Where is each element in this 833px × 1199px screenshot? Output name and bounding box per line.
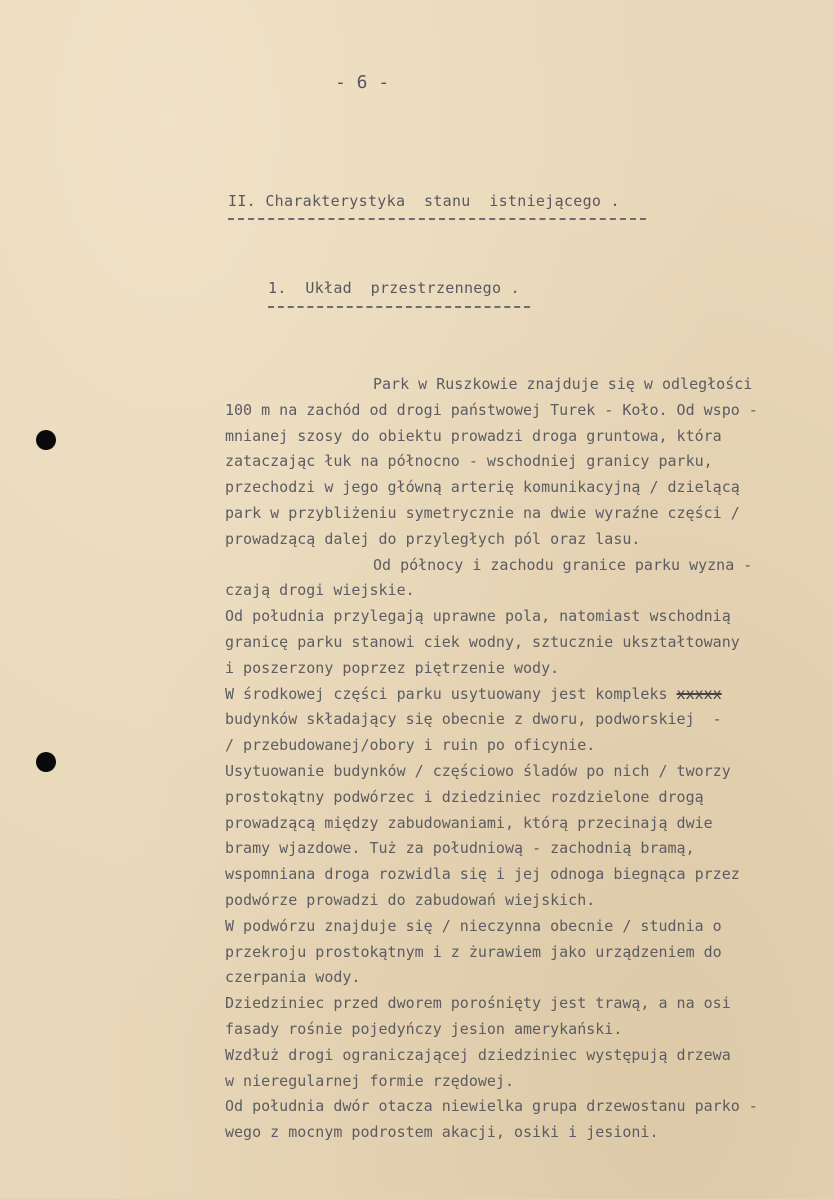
heading-underline	[228, 218, 646, 220]
punch-hole-top	[36, 430, 56, 450]
text-line-content: prostokątny podwórzec i dziedziniec rozdzielone drogą	[225, 787, 704, 806]
text-line	[225, 656, 815, 682]
text-line	[225, 991, 815, 1017]
text-line	[225, 733, 815, 759]
body-text	[225, 372, 815, 1146]
text-line-content: wspomniana droga rozwidla się i jej odnoga biegnąca przez	[225, 865, 740, 884]
text-line	[225, 682, 815, 708]
text-line	[225, 398, 815, 424]
text-line-content: prowadzącą dalej do przyległych pól oraz lasu.	[225, 529, 641, 548]
text-line	[225, 707, 815, 733]
subheading-underline	[268, 306, 530, 308]
text-line	[225, 424, 815, 450]
text-line-content: bramy wjazdowe. Tuż za południową - zachodnią bramą,	[225, 839, 695, 858]
text-line	[225, 1017, 815, 1043]
text-line	[225, 836, 815, 862]
text-line	[225, 630, 815, 656]
text-line-content: W środkowej części parku usytuowany jest kompleks	[225, 684, 677, 703]
text-line	[225, 785, 815, 811]
text-line	[225, 372, 815, 398]
text-line	[225, 811, 815, 837]
text-line	[225, 759, 815, 785]
text-line	[225, 1043, 815, 1069]
text-line	[225, 501, 815, 527]
text-line	[225, 888, 815, 914]
text-line	[225, 965, 815, 991]
subsection-heading: 1. Układ przestrzennego .	[268, 279, 520, 297]
text-line	[225, 604, 815, 630]
text-line-content: Wzdłuż drogi ograniczającej dziedziniec występują drzewa	[225, 1045, 731, 1064]
text-line-content: przekroju prostokątnym i z żurawiem jako urządzeniem do	[225, 942, 722, 961]
text-line-content: / przebudowanej/obory i ruin po oficynie.	[225, 736, 596, 755]
text-line-content: zataczając łuk na północno - wschodniej granicy parku,	[225, 452, 713, 471]
text-line-content: w nieregularnej formie rzędowej.	[225, 1071, 514, 1090]
text-line	[225, 578, 815, 604]
text-line	[225, 1069, 815, 1095]
text-line-content: fasady rośnie pojedyńczy jesion amerykański.	[225, 1019, 623, 1038]
text-line-content: Park w Ruszkowie znajduje się w odległości	[373, 375, 753, 393]
struck-out-word: xxxxx	[676, 684, 722, 703]
text-line-content: i poszerzony poprzez piętrzenie wody.	[225, 658, 560, 677]
text-line	[225, 862, 815, 888]
text-line	[225, 1094, 815, 1120]
text-line-content: Od południa przylegają uprawne pola, natomiast wschodnią	[225, 607, 731, 626]
text-line-content: wego z mocnym podrostem akacji, osiki i jesioni.	[225, 1123, 659, 1142]
text-line	[225, 449, 815, 475]
text-line-content: czerpania wody.	[225, 968, 361, 987]
text-line	[225, 527, 815, 553]
text-line-content: czają drogi wiejskie.	[225, 581, 415, 600]
text-line-content: W podwórzu znajduje się / nieczynna obecnie / studnia o	[225, 916, 722, 935]
text-line	[225, 553, 815, 579]
punch-hole-bottom	[36, 752, 56, 772]
text-line-content: Dziedziniec przed dworem porośnięty jest trawą, a na osi	[225, 994, 731, 1013]
text-line	[225, 940, 815, 966]
text-line-content: prowadzącą między zabudowaniami, którą przecinają dwie	[225, 813, 713, 832]
text-line-content: podwórze prowadzi do zabudowań wiejskich.	[225, 890, 596, 909]
text-line-content: mnianej szosy do obiektu prowadzi droga gruntowa, która	[225, 426, 722, 445]
text-line	[225, 475, 815, 501]
text-line	[225, 914, 815, 940]
text-line-content: park w przybliżeniu symetrycznie na dwie wyraźne części /	[225, 503, 740, 522]
section-heading: II. Charakterystyka stanu istniejącego .	[228, 192, 620, 210]
text-line-content: Od południa dwór otacza niewielka grupa drzewostanu parko -	[225, 1097, 758, 1116]
text-line-content: Od północy i zachodu granice parku wyzna -	[373, 555, 753, 574]
page-number: - 6 -	[335, 72, 390, 93]
text-line-content: przechodzi w jego główną arterię komunikacyjną / dzielącą	[225, 478, 740, 497]
text-line-content: budynków składający się obecnie z dworu, podworskiej -	[225, 710, 722, 729]
text-line	[225, 1120, 815, 1146]
text-line-content: granicę parku stanowi ciek wodny, sztucznie ukształtowany	[225, 632, 740, 651]
text-line-content: Usytuowanie budynków / częściowo śladów po nich / tworzy	[225, 761, 731, 780]
text-line-content: 100 m na zachód od drogi państwowej Turek - Koło. Od wspo -	[225, 400, 758, 419]
